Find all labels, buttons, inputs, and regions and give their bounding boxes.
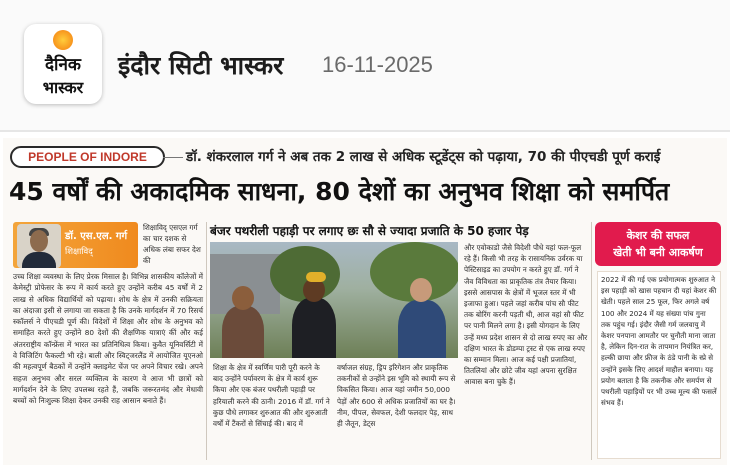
strip-divider (163, 157, 183, 158)
masthead (0, 0, 730, 132)
profile-name: डॉ. एस.एल. गर्ग (65, 231, 128, 242)
edition-date: 16-11-2025 (322, 52, 433, 77)
left-column-text: उच्च शिक्षा व्यवस्था के लिए प्रेरक मिसाल है। विभिन्न शासकीय कॉलेजों में केमेस्ट्री प्रोफेसर के रूप में कार्य करते हुए उन्होंने करीब 45 वर्षों में 2 लाख से अधिक विद्यार्थियों को पढ़ाया। शोध के क्षेत्र में उनकी सक्रियता का अंदाजा इसी से लगाया जा सकता है कि उनके मार्गदर्शन में 70 रिसर्च स्कॉलर्स ने पीएचडी पूर्ण की। विदेशों में शिक्षा और शोध के अनुभव को समाहित करते हुए उन्होंने 80 देशों की शैक्षणिक यात्राएं कीं और कई अंतरराष्ट्रीय कॉन्फ्रेंस में भारत का प्रतिनिधित्व किया। कुवैत यूनिवर्सिटी में वे विजिटिंग फैकल्टी भी रहे। बाली और स्विट्जरलैंड में आयोजित यूएनओ की महत्वपूर्ण बैठकों में उन्होंने क्लाइमेट चेंज पर अपने विचार रखे। अपने सहज अनुभव और सरल व्यक्तित्व के कारण वे आज भी छात्रों को मार्गदर्शन देने के लिए उपलब्ध रहते हैं, जबकि जरूरतमंद और मेधावी बच्चों को निःशुल्क शिक्षा देकर उनकी राह आसान बनाते हैं। (13, 272, 203, 406)
saffron-box-heading (595, 222, 721, 266)
article-headline: 45 वर्षों की अकादमिक साधना, 80 देशों का अनुभव शिक्षा को समर्पित (9, 177, 670, 206)
intro-side-text: शिक्षाविद् एसएल गर्ग का चार दशक से अधिक लंबा सफर देश की (143, 223, 201, 265)
logo-text-line1: दैनिक (45, 55, 81, 75)
dainik-bhaskar-logo (24, 24, 102, 104)
column-divider (591, 222, 592, 460)
saffron-heading-line1: केशर की सफल (626, 229, 690, 242)
profile-role: शिक्षाविद् (65, 247, 93, 257)
saffron-heading-line2: खेती भी बनी आकर्षण (613, 246, 703, 259)
section-tag: PEOPLE OF INDORE (10, 146, 165, 168)
profile-portrait (17, 224, 61, 268)
column-divider (206, 222, 207, 460)
story-photo (210, 242, 458, 358)
article-subhead: डॉ. शंकरलाल गर्ग ने अब तक 2 लाख से अधिक स्टूडेंट्स को पढ़ाया, 70 की पीएचडी पूर्ण कराई (186, 149, 661, 165)
logo-text-line2: भास्कर (42, 78, 84, 97)
article-strip (3, 144, 727, 172)
saffron-box-text: 2022 में की गई एक प्रयोगात्मक शुरुआत ने इस पहाड़ी को खास पहचान दी यहां केशर की खेती। पहले साल 25 फूल, फिर अगले वर्ष 100 और 2024 में यह संख्या पांच गुना तक पहुंच गई। इंदौर जैसी गर्म जलवायु में केशर पनपाना आमतौर पर चुनौती माना जाता है, लेकिन दिन-रात के तापमान नियंत्रित कर, हल्की छाया और फ्रीज के ठंडे पानी के स्प्रे से उन्होंने इसके लिए आदर्श माहौल बनाया। यह प्रयोग बताता है कि तकनीक और समर्पण से पथरीली पहाड़ियों पर भी उच्च मूल्य की फसलें संभव हैं। (597, 271, 721, 459)
article-clipping (3, 138, 727, 465)
story-text-column-2: वर्षाजल संग्रह, ड्रिप इरिगेशन और प्राकृतिक तकनीकों से उन्होंने इस भूमि को स्थायी रूप से विकसित किया। आज यहां जमीन 50,000 पेड़ों और 600 से अधिक प्रजातियों का घर है। नीम, पीपल, सेवफल, देशी फलदार पेड़, साथ ही जैतून, डेट्स (337, 363, 456, 429)
story-headline: बंजर पथरीली पहाड़ी पर लगाए छः सौ से ज्यादा प्रजाति के 50 हजार पेड़ (210, 224, 529, 238)
edition-title: इंदौर सिटी भास्कर (118, 51, 284, 80)
story-text-column-3: और एवोकाडो जैसे विदेशी पौधे यहां फल-फूल रहे हैं। किसी भी तरह के रासायनिक उर्वरक या पेस्टिसाइड का उपयोग न करते हुए डॉ. गर्ग ने जैव विविधता का प्राकृतिक तंत्र तैयार किया। इससे आसपास के क्षेत्रों में भूजल स्तर में भी इजाफा हुआ। पहले जहां करीब पांच सौ फीट तक बोरिंग करनी पड़ती थी, आज वहां सौ फीट पर पानी मिलने लगा है। इसी योगदान के लिए उन्हें मध्य प्रदेश शासन से दो लाख रुपए का और दक्षिण भारत के डोडम्पा ट्रस्ट से एक लाख रुपए का सम्मान मिला। आज कई पक्षी प्रजातियां, तितलियां और छोटे जीव यहां अपना सुरक्षित आवास बना चुके हैं। (464, 243, 588, 387)
story-text-column-1: शिक्षा के क्षेत्र में स्वर्णिम पारी पूरी करने के बाद उन्होंने पर्यावरण के क्षेत्र में कार्य शुरू किया और एक बंजर पथरीली पहाड़ी पर हरियाली करने की ठानी। 2016 में डॉ. गर्ग ने कुछ पौधे लगाकर शुरुआत की और शुरुआती वर्षों में टैंकरों से सिंचाई की। बाद में (213, 363, 330, 429)
sun-icon (53, 30, 73, 50)
